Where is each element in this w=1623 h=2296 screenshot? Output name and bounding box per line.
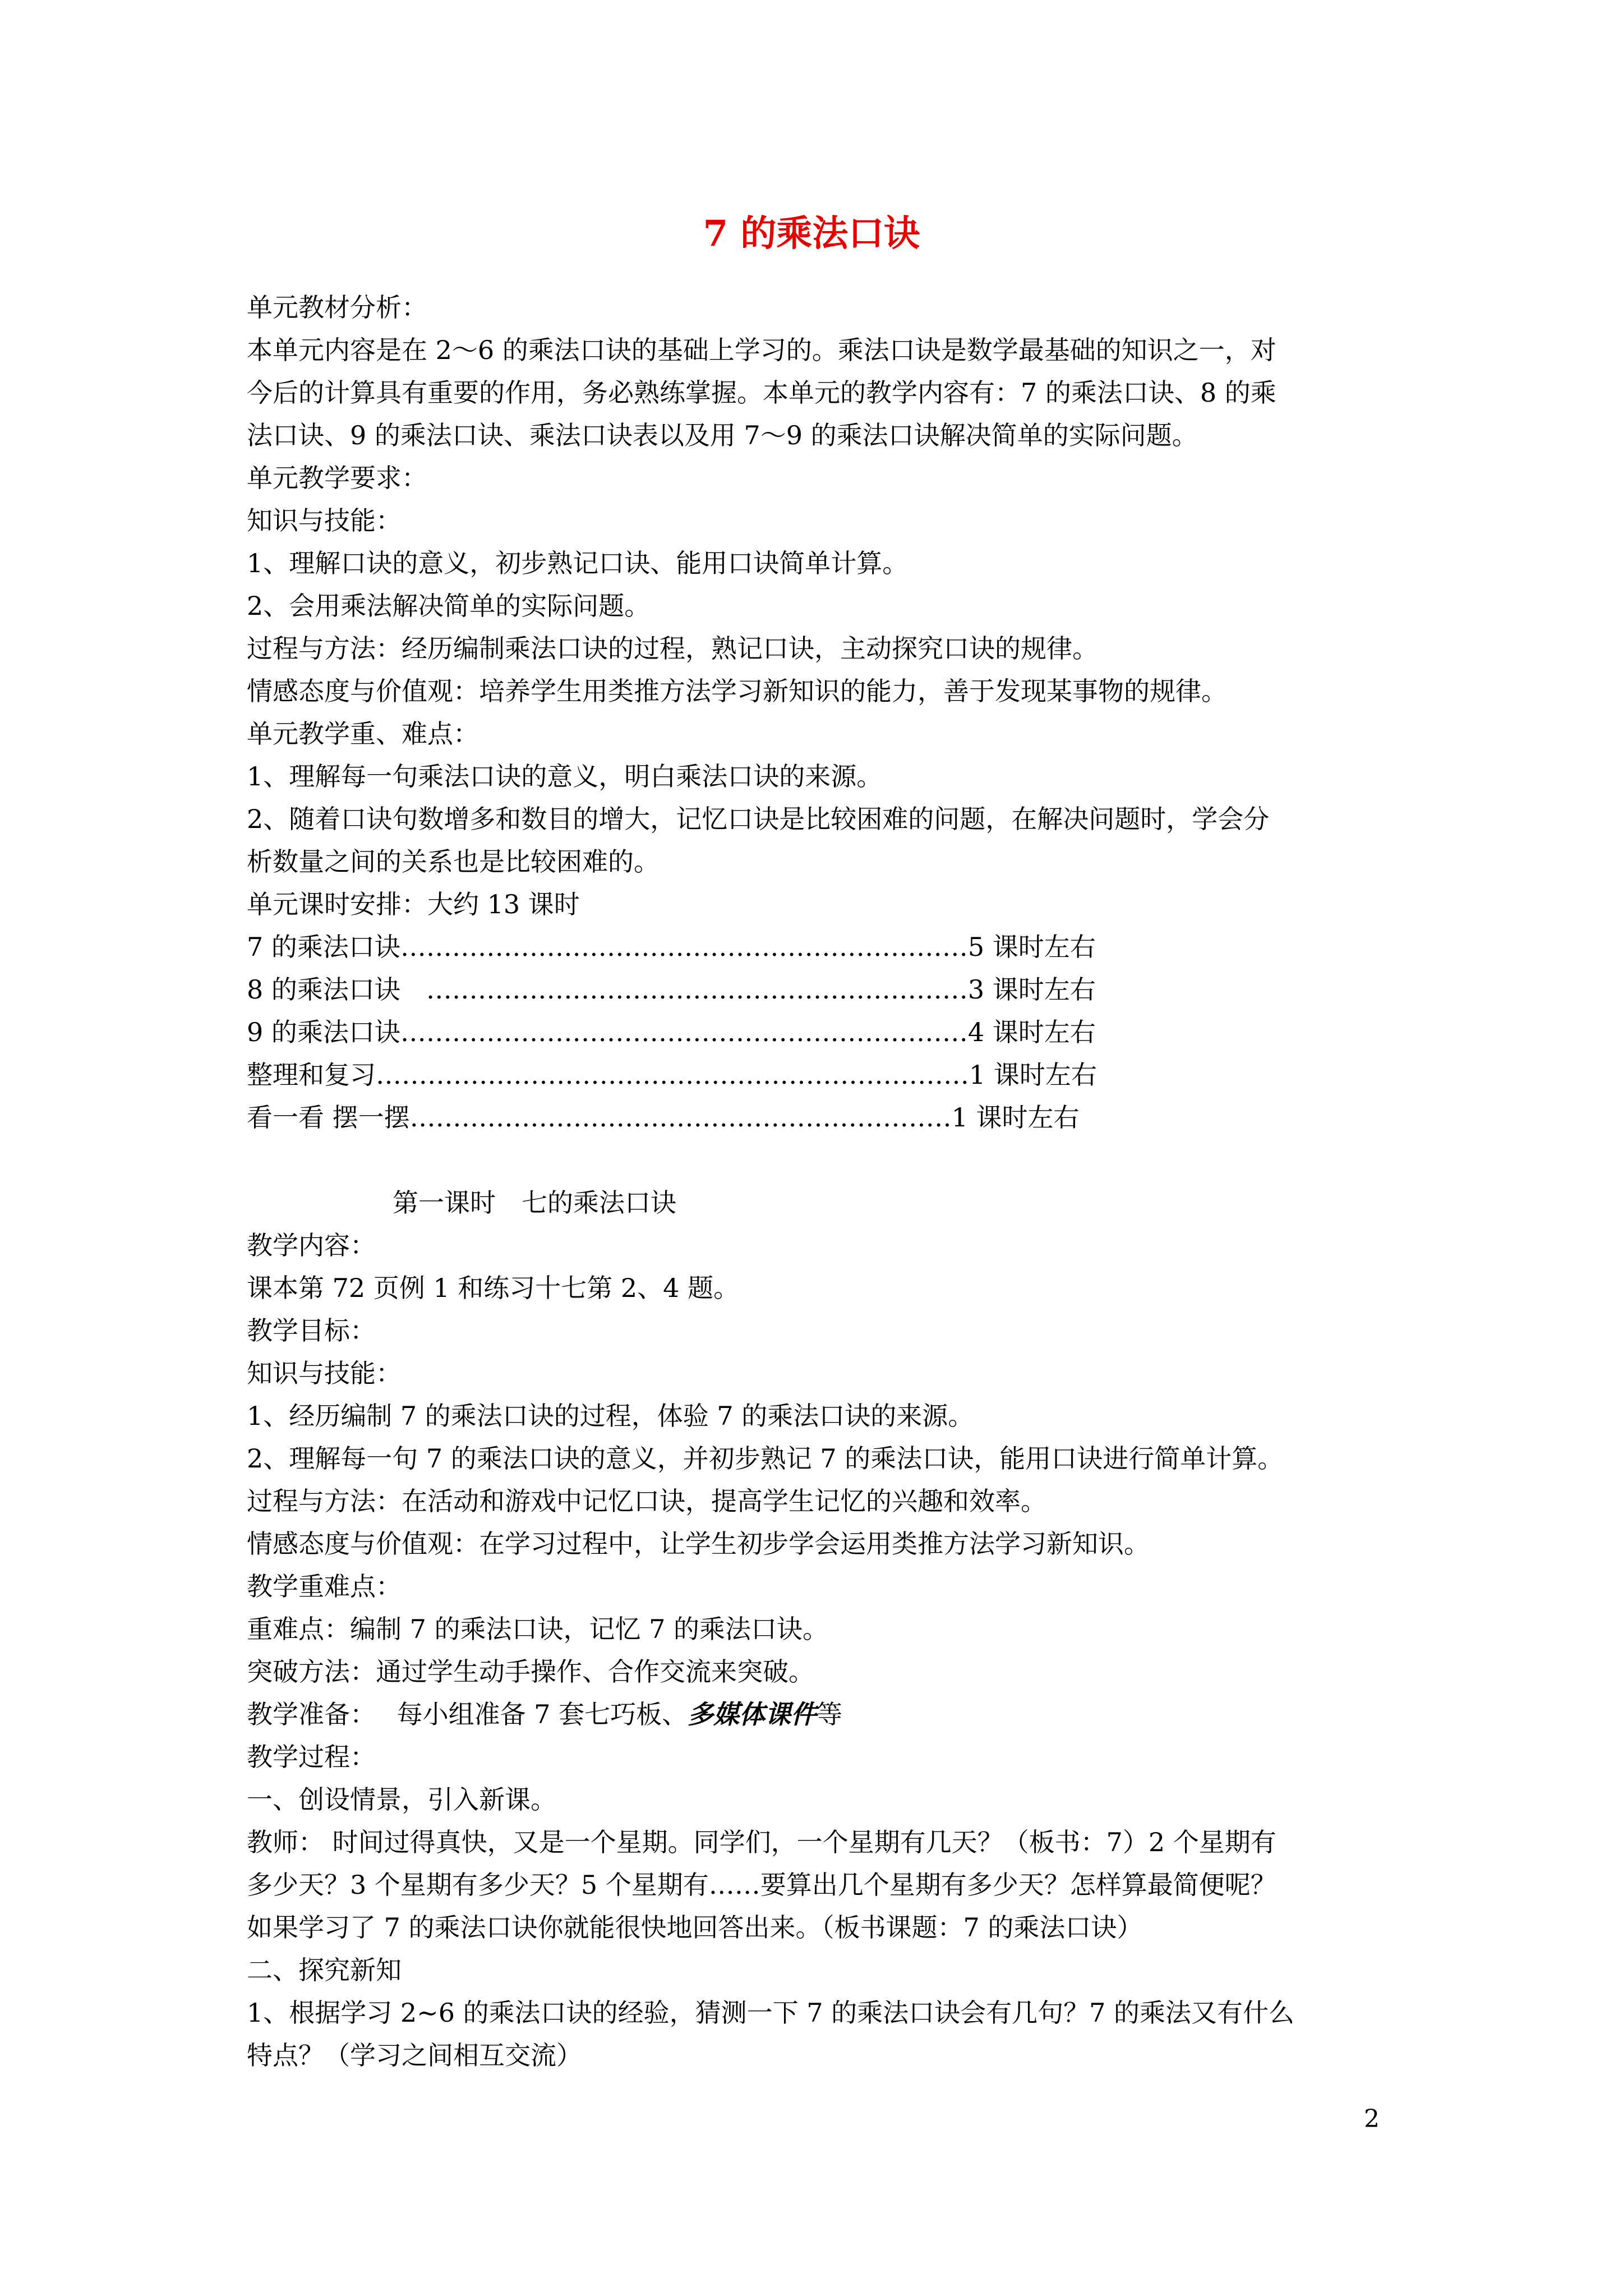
lesson-heading: 第一课时 七的乘法口诀 [393, 1188, 676, 1218]
schedule-dots: ………………………………………………………… [400, 1017, 968, 1047]
schedule-name: 7 的乘法口诀 [247, 932, 400, 962]
schedule-dots: ……………………………………………………… [409, 1102, 952, 1133]
blank-line [247, 1139, 1402, 1181]
schedule-hours: 4 课时左右 [967, 1017, 1096, 1047]
unit-keypoint: 1、理解每一句乘法口诀的意义，明白乘法口诀的来源。 [247, 761, 883, 792]
unit-process: 过程与方法：经历编制乘法口诀的过程，熟记口诀，主动探究口诀的规律。 [247, 633, 1098, 664]
schedule-row [247, 926, 1402, 968]
schedule-name: 看一看 摆一摆 [247, 1102, 410, 1133]
page-number: 2 [1364, 2105, 1380, 2133]
schedule-row [247, 1053, 1402, 1096]
schedule-hours: 1 课时左右 [969, 1060, 1097, 1090]
lesson-goal: 1、经历编制 7 的乘法口诀的过程，体验 7 的乘法口诀的来源。 [247, 1401, 974, 1431]
lesson-emotion: 情感态度与价值观：在学习过程中，让学生初步学会运用类推方法学习新知识。 [247, 1529, 1150, 1559]
schedule-hours: 1 课时左右 [951, 1102, 1080, 1133]
schedule-name: 整理和复习 [247, 1060, 376, 1090]
unit-keypoint: 2、随着口诀句数增多和数目的增大，记忆口诀是比较困难的问题，在解决问题时，学会分 [247, 804, 1270, 834]
lesson-step: 一、创设情景，引入新课。 [247, 1784, 556, 1815]
schedule-row [247, 1011, 1402, 1053]
lesson-difficulty: 重难点：编制 7 的乘法口诀，记忆 7 的乘法口诀。 [247, 1614, 829, 1644]
lesson-breakthrough: 突破方法：通过学生动手操作、合作交流来突破。 [247, 1657, 814, 1687]
unit-emotion: 情感态度与价值观：培养学生用类推方法学习新知识的能力，善于发现某事物的规律。 [247, 676, 1227, 706]
lesson-content: 课本第 72 页例 1 和练习十七第 2、4 题。 [247, 1273, 740, 1303]
lesson-goals-heading: 教学目标： [247, 1315, 376, 1346]
teacher-line: 如果学习了 7 的乘法口诀你就能很快地回答出来。（板书课题：7 的乘法口诀） [247, 1912, 1143, 1943]
prep-prefix: 教学准备： 每小组准备 7 套七巧板、 [247, 1699, 688, 1729]
unit-knowledge-heading: 知识与技能： [247, 505, 402, 536]
explore-line: 特点？（学习之间相互交流） [247, 2040, 582, 2070]
unit-analysis-heading: 单元教材分析： [247, 292, 427, 323]
schedule-hours: 5 课时左右 [967, 932, 1096, 962]
explore-line: 1、根据学习 2~6 的乘法口诀的经验，猜测一下 7 的乘法口诀会有几句？7 的乘法又有什么 [247, 1998, 1294, 2028]
lesson-step: 二、探究新知 [247, 1955, 402, 1985]
unit-knowledge-item: 1、理解口诀的意义，初步熟记口诀、能用口诀简单计算。 [247, 548, 909, 578]
prep-emphasis: 多媒体课件 [688, 1699, 817, 1729]
schedule-row [247, 968, 1402, 1011]
lesson-content-heading: 教学内容： [247, 1230, 376, 1260]
unit-schedule-heading: 单元课时安排：大约 13 课时 [247, 889, 580, 919]
unit-analysis-line: 今后的计算具有重要的作用，务必熟练掌握。本单元的教学内容有：7 的乘法口诀、8 的乘 [247, 378, 1276, 408]
lesson-knowledge-heading: 知识与技能： [247, 1358, 402, 1388]
unit-analysis-line: 本单元内容是在 2～6 的乘法口诀的基础上学习的。乘法口诀是数学最基础的知识之一，对 [247, 335, 1276, 365]
lesson-goal: 2、理解每一句 7 的乘法口诀的意义，并初步熟记 7 的乘法口诀，能用口诀进行简单计算。 [247, 1443, 1284, 1474]
teacher-line: 教师： 时间过得真快，又是一个星期。同学们，一个星期有几天？（板书：7）2 个星期有 [247, 1827, 1276, 1857]
teacher-line: 多少天？3 个星期有多少天？5 个星期有……要算出几个星期有多少天？怎样算最简便呢？ [247, 1870, 1276, 1900]
schedule-name: 9 的乘法口诀 [247, 1017, 400, 1047]
schedule-row [247, 1096, 1402, 1139]
page-title: 7 的乘法口诀 [703, 213, 920, 255]
lesson-difficulty-heading: 教学重难点： [247, 1571, 402, 1602]
schedule-dots: …………………………………………………………… [376, 1060, 969, 1090]
lesson-process: 过程与方法：在活动和游戏中记忆口诀，提高学生记忆的兴趣和效率。 [247, 1486, 1046, 1516]
unit-knowledge-item: 2、会用乘法解决简单的实际问题。 [247, 591, 651, 621]
schedule-dots: ………………………………………………………… [400, 932, 968, 962]
unit-requirements-heading: 单元教学要求： [247, 463, 427, 493]
document-body [247, 286, 1402, 2077]
unit-keypoints-heading: 单元教学重、难点： [247, 719, 479, 749]
prep-suffix: 等 [817, 1699, 843, 1729]
schedule-name: 8 的乘法口诀 [247, 974, 426, 1005]
lesson-process-heading: 教学过程： [247, 1742, 376, 1772]
unit-keypoint: 析数量之间的关系也是比较困难的。 [247, 846, 660, 877]
lesson-preparation [247, 1693, 1402, 1736]
schedule-dots: ……………………………………………………… [426, 974, 968, 1005]
schedule-hours: 3 课时左右 [967, 974, 1096, 1005]
unit-analysis-line: 法口诀、9 的乘法口诀、乘法口诀表以及用 7～9 的乘法口诀解决简单的实际问题。 [247, 420, 1198, 450]
